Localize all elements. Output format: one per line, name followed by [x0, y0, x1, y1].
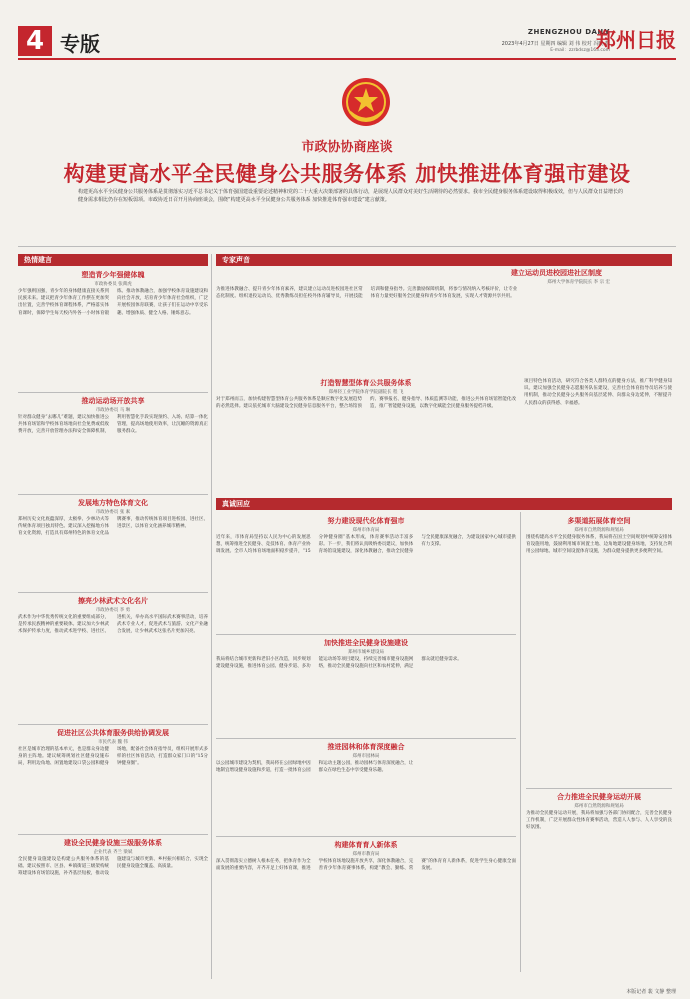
page-number: 4	[18, 26, 52, 56]
article-title: 合力推进全民健身运动开展	[557, 793, 641, 801]
email-line: E-mail：zzrbdsz@163.com	[550, 48, 610, 53]
masthead-logo: 郑州日报	[596, 28, 676, 52]
article	[18, 838, 208, 976]
article-body: 对于郑州而言，加快构建智慧型体育公共服务体系是顺应数字化发展趋势的必然选择。建议依托城市大脑建设全民健身信息服务平台，整合场馆预约、赛事报名、健身指导、体质监测等功能，推进公共体育场馆智能化改造，推广智能健身设施，以数字化赋能全民健身服务提档升级。	[216, 397, 516, 410]
article-byline: 市政协委员 张萬虎	[94, 282, 132, 287]
article-byline: 郑州市教育局	[352, 852, 380, 857]
page-credit: 本版记者 裴 文静 整理	[626, 989, 676, 995]
article-title: 建设全民健身设施三级服务体系	[64, 839, 162, 847]
article-byline: 郑州市园林局	[352, 754, 380, 759]
article-body: 少年强则国强，青少年的身体健康直接关系到民族未来。建议把青少年体育工作摆在更加突出位置，完善学校体育课程体系，严格落实体育课时，保障学生每天校内外各一小时体育锻炼。推动体教融合，加强学校体育设施建设和向社会开放，培育青少年体育社会组织，广泛开展校园体育联赛，让孩子们在运动中享受乐趣、增强体质、健全人格、锤炼意志。	[18, 289, 208, 316]
article-title: 加快推进全民健身设施建设	[324, 639, 408, 647]
column-rule	[211, 254, 212, 979]
article-byline: 郑州轻工业学院体育学院副院长 程 飞	[328, 390, 404, 395]
article-body: 以公园城市建设为契机，我局将在公园绿地中因地制宜增设健身设施和步道，打造一批体育公园和运动主题公园，推动园林与体育深度融合，让群众在绿色生态中享受健身乐趣。	[216, 761, 414, 774]
cppcc-emblem-icon	[340, 76, 392, 128]
article-byline: 郑州市体育局	[352, 528, 380, 533]
masthead-english: ZHENGZHOU DAILY	[527, 28, 610, 36]
article	[18, 498, 208, 582]
article-body: 项目特色体育活动，研究符合各类人群特点的健身方法，推广科学健身知识。建议加强全民健身志愿服务队伍建设，完善社会体育指导员培养与使用机制，推动全民健身公共服务向基层延伸、向群众身边延伸，不断提升人民群众的获得感、幸福感。	[524, 379, 672, 406]
date-line: 2023年4月27日 星期四 编辑 刘 伟 校对 冯晓 辉	[501, 41, 610, 47]
article	[216, 638, 516, 734]
article-title: 建立运动员进校园进社区制度	[511, 269, 602, 277]
page-header	[18, 26, 676, 60]
divider	[216, 634, 516, 635]
article-body: 为推进体教融合、提升青少年体育素养，建议建立运动员进校园进社区常态化制度。组织退役运动员、优秀教练员担任校外体育辅导员，开展技能培训和健身指导。完善激励保障机制，将参与情况纳入考核评价，让专业体育力量更好服务全民健身和青少年体育发展，实现人才资源共享共用。	[216, 287, 518, 300]
article-title: 多渠道拓展体育空间	[567, 517, 631, 525]
lead-intro: 构建更高水平全民健身公共服务体系是贯彻落实习近平总书记关于体育强国建设重要论述精神和党的二十大重大决策部署的具体行动，是展现人民群众对美好生活期待的必然要求。我市全民健身服务体系建设取得积极成效，但与人民群众日益增长的健身需求相比仍存在短板弱项。市政协近日召开月协商座谈会，围绕“构建更高水平全民健身公共服务体系 加快推进体育强市建设”建言献策。	[78, 189, 624, 203]
article-body: 社区是城市治理的基本单元，也是群众身边健身的主阵地。建议统筹规划社区健身设施布局，利用边角地、闲置地建设口袋公园和健身场地，配备社会体育指导员，组织开展形式多样的社区体育活动，打造群众家门口的“15分钟健身圈”。	[18, 747, 208, 767]
article-byline: 市政协委员 李 勇	[95, 608, 131, 613]
section-tag-suggestions: 热情建言	[18, 254, 208, 266]
article-title: 推进园林和体育深度融合	[327, 743, 405, 751]
article-title: 塑造青少年强健体魄	[81, 271, 145, 279]
article-title: 努力建设现代化体育强市	[327, 517, 405, 525]
column-rule	[520, 512, 521, 972]
article-byline: 市政协委员 张 素	[95, 510, 131, 515]
column-responses	[216, 498, 672, 978]
column-suggestions	[18, 254, 208, 979]
article-title: 打造智慧型体育公共服务体系	[320, 379, 412, 387]
divider	[526, 788, 672, 789]
article-body: 围绕构建高水平全民健身服务体系，我局将在国土空间规划中统筹安排体育设施用地，鼓励利用城市闲置土地、边角地建设健身场地，支持复合利用公园绿地、城市空间设置体育设施，为群众健身提供更多便利空间。	[526, 535, 672, 555]
article-byline: 市民代表 魏 伟	[98, 740, 128, 745]
article-title: 发展地方特色体育文化	[78, 499, 148, 507]
column-experts	[216, 254, 672, 410]
article-body: 深入贯彻落实立德树人根本任务，把体育作为全面发展的重要内容，开齐开足上好体育课，推进学校体育场地设施开放共享，深化体教融合，完善青少年体育赛事体系，构建“教会、勤练、常赛”的体育育人新体系，促进学生身心健康全面发展。	[216, 859, 516, 872]
article-byline: 企业代表 齐兰 梁斌	[93, 850, 133, 855]
article	[216, 268, 672, 368]
article-byline: 市政协委员 马 琳	[95, 408, 131, 413]
article	[216, 742, 516, 832]
article-title: 擦亮少林武术文化名片	[78, 597, 148, 605]
lead-story	[18, 66, 676, 247]
lead-kicker: 市政协协商座谈	[301, 140, 393, 155]
divider	[216, 738, 516, 739]
article-body: 武术作为中华优秀传统文化的重要组成部分，是传承民族精神的重要载体。建议加大少林武术保护传承力度，推动武术进学校、进社区、进机关，举办高水平国际武术赛事活动，培养武术专业人才，促进武术与旅游、文化产业融合发展，让少林武术这张名片更加闪亮。	[18, 615, 208, 635]
article	[18, 728, 208, 824]
section-tag-experts: 专家声音	[216, 254, 672, 266]
article-body: 郑州历史文化底蕴深厚，太极拳、少林功夫等传统体育项目独具特色。建议深入挖掘地方体育文化资源，打造具有郑州特色的体育文化品牌赛事，推动传统体育项目进校园、进社区、进景区，以体育文化涵养城市精神。	[18, 517, 208, 537]
article-body: 针对群众健身“去哪儿”难题，建议加快推进公共体育场馆和学校体育场地向社会免费或低收费开放，完善开放管理办法和安全保障机制，利用智慧化手段实现预约、入场、结算一体化管理，提高场地使用效率，让沉睡的资源真正服务群众。	[18, 415, 208, 435]
article-title: 促进社区公共体育服务供给协调发展	[57, 729, 169, 737]
divider	[18, 392, 208, 393]
divider	[18, 724, 208, 725]
article-byline: 郑州市城乡建设局	[348, 650, 384, 655]
divider	[18, 494, 208, 495]
article-byline: 郑州市自然资源和规划局	[574, 528, 624, 533]
article	[18, 596, 208, 712]
article	[216, 840, 516, 970]
lead-headline: 构建更高水平全民健身公共服务体系 加快推进体育强市建设	[63, 162, 631, 186]
article-title: 构建体育育人新体系	[334, 841, 398, 849]
divider	[18, 592, 208, 593]
article	[524, 378, 672, 492]
article-body: 为推动全民健身运动开展，我局将加强与各部门协同配合，完善全民健身工作机制，广泛开展群众性体育赛事活动，营造人人参与、人人享受的良好氛围。	[526, 811, 672, 831]
article	[526, 792, 672, 960]
article-body: 全民健身设施建设是构建公共服务体系的基础。建议按照市、区县、乡镇街道三级架构统筹建设体育场馆设施，补齐基层短板，推动设施建设与城市更新、乡村振兴相结合，实现全民健身设施全覆盖、高质量。	[18, 857, 208, 877]
article	[526, 516, 672, 774]
article-byline: 郑州市自然资源和规划局	[574, 804, 624, 809]
article	[216, 516, 516, 628]
article	[18, 396, 208, 486]
section-label: 专版	[60, 32, 100, 56]
article-byline: 郑州大学体育学院院长 李 宗 宏	[547, 280, 610, 285]
article-body: 我局将结合城市更新和老旧小区改造，同步规划建设健身设施，推进体育公园、健身步道、多功能运动场等项目建设，持续完善城市健身设施网络，推动全民健身设施向社区和农村延伸，满足群众就近健身需求。	[216, 657, 462, 670]
article-title: 推动运动场开放共享	[81, 397, 145, 405]
section-tag-responses: 真诚回应	[216, 498, 672, 510]
divider	[18, 834, 208, 835]
article	[18, 270, 208, 384]
article-body: 近年来，市体育局坚持以人民为中心的发展思想，统筹推进全民健身、竞技体育、体育产业协调发展。全市人均体育场地面积稳步提升，“15分钟健身圈”基本形成，体育赛事活动丰富多彩。下一步，我们将认真吸纳委员建议，加快体育场馆设施建设，深化体教融合，推动全民健身与全民健康深度融合，为建设国家中心城市提供有力支撑。	[216, 535, 516, 555]
divider	[216, 836, 516, 837]
article	[216, 378, 516, 492]
